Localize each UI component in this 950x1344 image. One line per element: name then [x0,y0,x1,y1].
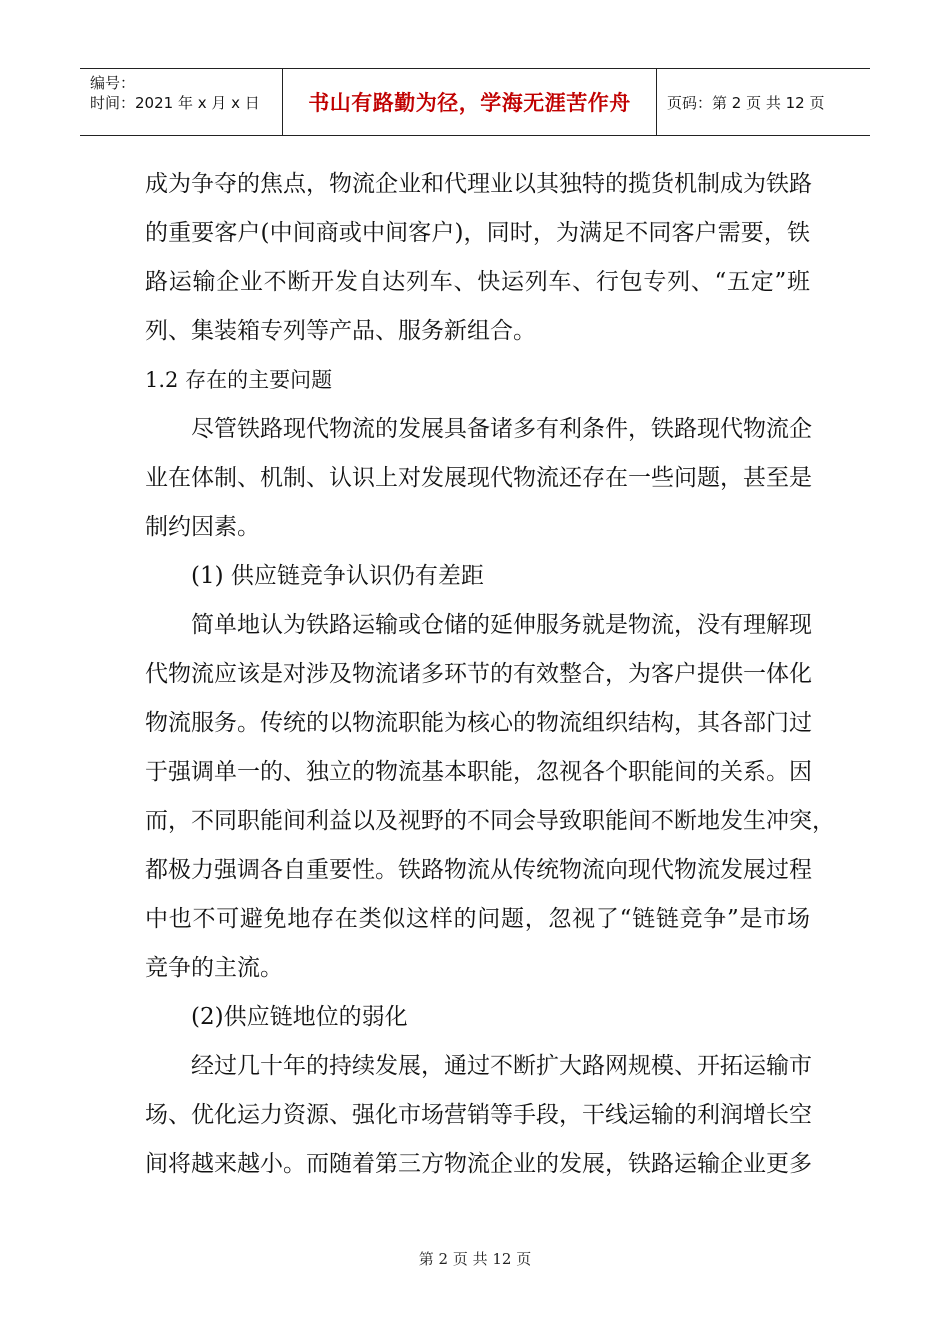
paragraph-line: 经过几十年的持续发展，通过不断扩大路网规模、开拓运输市 [191,1053,812,1079]
subsection-heading: (1) 供应链竞争认识仍有差距 [191,563,484,589]
page-header [80,68,870,136]
paragraph-line: 于强调单一的、独立的物流基本职能，忽视各个职能间的关系。因 [145,759,812,785]
paragraph-line: 业在体制、机制、认识上对发展现代物流还存在一些问题，甚至是 [145,465,812,491]
paragraph-line: 都极力强调各自重要性。铁路物流从传统物流向现代物流发展过程 [145,857,812,883]
paragraph-line: 竞争的主流。 [145,955,283,981]
header-meta [80,69,283,135]
paragraph-line: 中也不可避免地存在类似这样的问题，忽视了“链链竞争”是市场 [145,906,810,932]
paragraph-line: 物流服务。传统的以物流职能为核心的物流组织结构，其各部门过 [145,710,812,736]
header-motto: 书山有路勤为径，学海无涯苦作舟 [283,69,657,135]
document-date-label: 时间：2021 年 x 月 x 日 [90,94,260,112]
paragraph-line: 制约因素。 [145,514,260,540]
document-number-label: 编号： [90,74,136,92]
document-body [145,160,835,1189]
paragraph-line: 简单地认为铁路运输或仓储的延伸服务就是物流，没有理解现 [191,612,812,638]
paragraph-line: 场、优化运力资源、强化市场营销等手段，干线运输的利润增长空 [145,1102,812,1128]
paragraph-line: 成为争夺的焦点，物流企业和代理业以其独特的揽货机制成为铁路 [145,171,812,197]
paragraph-line: 的重要客户(中间商或中间客户)，同时，为满足不同客户需要，铁 [145,220,810,246]
paragraph-line: 而，不同职能间利益以及视野的不同会导致职能间不断地发生冲突， [145,808,835,834]
paragraph-line: 路运输企业不断开发自达列车、快运列车、行包专列、“五定”班 [145,269,810,295]
paragraph-line: 列、集装箱专列等产品、服务新组合。 [145,318,536,344]
paragraph-line: 间将越来越小。而随着第三方物流企业的发展，铁路运输企业更多 [145,1151,812,1177]
section-heading: 1.2 存在的主要问题 [145,368,333,392]
subsection-heading: (2)供应链地位的弱化 [191,1004,408,1030]
header-page-label: 页码：第 2 页 共 12 页 [667,93,825,112]
paragraph-line: 代物流应该是对涉及物流诸多环节的有效整合，为客户提供一体化 [145,661,812,687]
page-footer: 第 2 页 共 12 页 [418,1250,532,1268]
paragraph-line: 尽管铁路现代物流的发展具备诸多有利条件，铁路现代物流企 [191,416,812,442]
